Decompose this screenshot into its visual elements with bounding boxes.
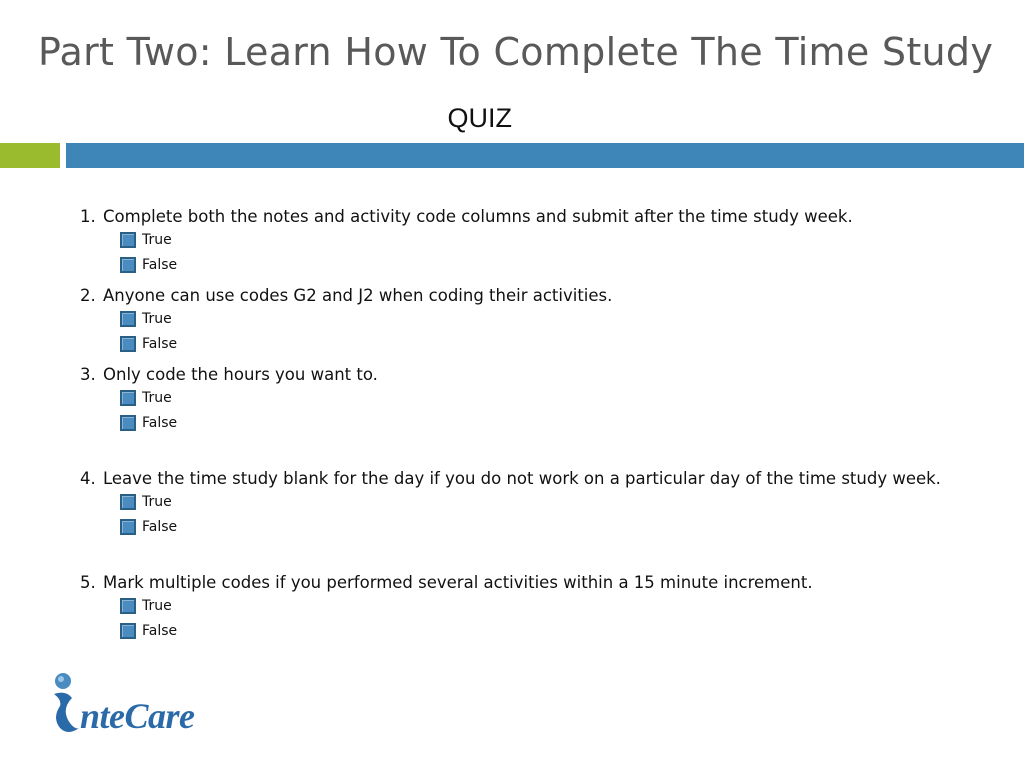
checkbox-false[interactable] bbox=[120, 336, 136, 352]
answer-options bbox=[120, 593, 970, 643]
accent-bar-green bbox=[0, 143, 60, 168]
answer-options bbox=[120, 489, 970, 539]
quiz-question-2 bbox=[80, 285, 970, 356]
option-false[interactable] bbox=[120, 410, 970, 435]
answer-options bbox=[120, 385, 970, 435]
answer-options bbox=[120, 227, 970, 277]
logo-text: nteCare bbox=[80, 696, 195, 736]
person-i-icon bbox=[50, 672, 80, 734]
intecare-logo bbox=[50, 672, 195, 734]
option-false[interactable] bbox=[120, 252, 970, 277]
question-number: 3. bbox=[80, 365, 96, 384]
checkbox-true[interactable] bbox=[120, 390, 136, 406]
option-label: True bbox=[142, 310, 172, 327]
checkbox-false[interactable] bbox=[120, 623, 136, 639]
option-true[interactable] bbox=[120, 489, 970, 514]
quiz-question-4 bbox=[80, 468, 970, 539]
option-true[interactable] bbox=[120, 593, 970, 618]
question-text: Complete both the notes and activity code columns and submit after the time study week. bbox=[103, 207, 853, 226]
checkbox-false[interactable] bbox=[120, 257, 136, 273]
quiz-question-3 bbox=[80, 364, 970, 435]
option-label: False bbox=[142, 622, 178, 639]
option-label: False bbox=[142, 518, 178, 535]
question-number: 5. bbox=[80, 573, 96, 592]
question-number: 4. bbox=[80, 469, 96, 488]
checkbox-false[interactable] bbox=[120, 519, 136, 535]
checkbox-true[interactable] bbox=[120, 311, 136, 327]
quiz-question-5 bbox=[80, 572, 970, 643]
checkbox-true[interactable] bbox=[120, 232, 136, 248]
quiz-heading: QUIZ bbox=[447, 103, 512, 133]
checkbox-true[interactable] bbox=[120, 494, 136, 510]
option-true[interactable] bbox=[120, 227, 970, 252]
question-number: 2. bbox=[80, 286, 96, 305]
question-text: Mark multiple codes if you performed several activities within a 15 minute increment. bbox=[103, 573, 813, 592]
checkbox-true[interactable] bbox=[120, 598, 136, 614]
answer-options bbox=[120, 306, 970, 356]
quiz-question-1 bbox=[80, 206, 970, 277]
slide-subtitle bbox=[0, 103, 950, 134]
option-true[interactable] bbox=[120, 306, 970, 331]
question-text: Only code the hours you want to. bbox=[103, 365, 378, 384]
option-false[interactable] bbox=[120, 331, 970, 356]
slide-title: Part Two: Learn How To Complete The Time Study bbox=[38, 30, 994, 74]
option-label: False bbox=[142, 256, 178, 273]
option-label: True bbox=[142, 597, 172, 614]
question-number: 1. bbox=[80, 207, 96, 226]
quiz-question-list bbox=[80, 206, 970, 643]
option-label: False bbox=[142, 335, 178, 352]
accent-bar-blue bbox=[66, 143, 1024, 168]
question-text: Anyone can use codes G2 and J2 when coding their activities. bbox=[103, 286, 613, 305]
option-label: True bbox=[142, 493, 172, 510]
checkbox-false[interactable] bbox=[120, 415, 136, 431]
option-true[interactable] bbox=[120, 385, 970, 410]
option-false[interactable] bbox=[120, 514, 970, 539]
option-label: False bbox=[142, 414, 178, 431]
option-label: True bbox=[142, 231, 172, 248]
question-text: Leave the time study blank for the day if you do not work on a particular day of the time study week. bbox=[103, 469, 941, 488]
option-false[interactable] bbox=[120, 618, 970, 643]
option-label: True bbox=[142, 389, 172, 406]
